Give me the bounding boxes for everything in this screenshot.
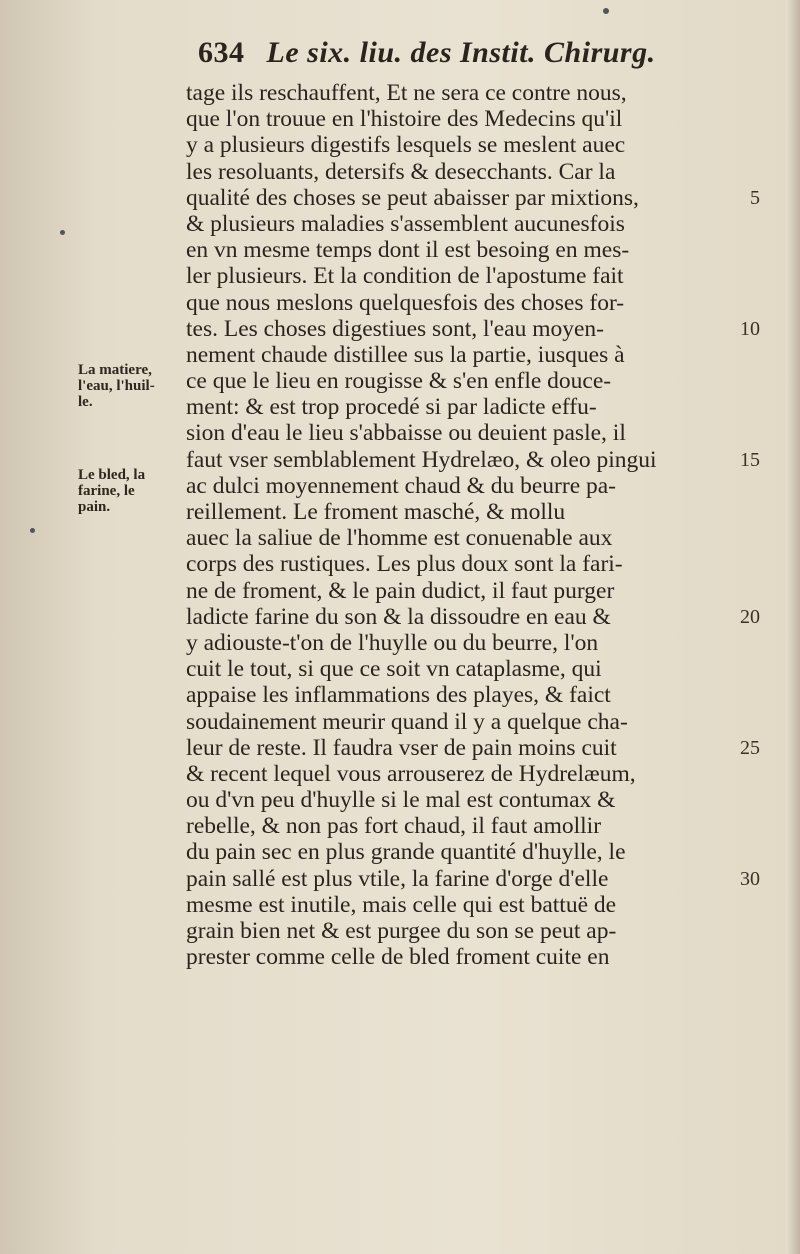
text-line: y adiouste-t'on de l'huylle ou du beurre, l'on [186, 629, 599, 656]
page-number: 634 [198, 36, 245, 69]
line-number: 30 [740, 868, 760, 890]
text-line: ou d'vn peu d'huylle si le mal est contumax & [186, 787, 616, 814]
text-line: grain bien net & est purgee du son se peut ap- [186, 918, 617, 944]
line-number: 15 [740, 448, 760, 471]
text-line: mesme est inutile, mais celle qui est battuë de [186, 891, 617, 918]
text-line: ment: & est trop procedé si par ladicte effu- [186, 394, 597, 421]
text-line: soudainement meurir quand il y a quelque cha- [186, 708, 628, 735]
margin-note-line: pain. [78, 499, 111, 515]
margin-note [78, 362, 183, 410]
text-line: appaise les inflammations des playes, & faict [186, 682, 611, 709]
text-line: ne de froment, & le pain dudict, il faut purger [186, 577, 615, 604]
line-number: 10 [740, 317, 760, 340]
running-header [198, 36, 678, 70]
text-line: pain sallé est plus vtile, la farine d'orge d'elle [186, 865, 609, 892]
body-text [186, 80, 731, 970]
text-line: auec la saliue de l'homme est conuenable aux [186, 525, 613, 552]
text-line: ac dulci moyennement chaud & du beurre pa- [186, 472, 617, 499]
text-line: tage ils reschauffent, Et ne sera ce contre nous, [186, 80, 627, 106]
page-edge [786, 0, 800, 1254]
text-line: cuit le tout, si que ce soit vn cataplasme, qui [186, 656, 602, 683]
margin-note-line: le. [78, 394, 93, 411]
margin-note-line: l'eau, l'huil- [78, 378, 155, 395]
text-line: & recent lequel vous arrouserez de Hydrelæum, [186, 760, 636, 787]
line-number: 5 [750, 186, 760, 209]
margin-note-line: La matiere, [78, 362, 152, 379]
text-line: leur de reste. Il faudra vser de pain moins cuit [186, 734, 617, 761]
text-line: corps des rustiques. Les plus doux sont la fari- [186, 551, 623, 578]
margin-note-line: Le bled, la [78, 467, 146, 483]
margin-note [78, 467, 183, 515]
text-line: faut vser semblablement Hydrelæo, & oleo pingui [186, 446, 657, 473]
text-line: qualité des choses se peut abaisser par mixtions, [186, 184, 639, 211]
line-number: 25 [740, 737, 760, 759]
text-line: ladicte farine du son & la dissoudre en eau & [186, 603, 611, 630]
text-line: rebelle, & non pas fort chaud, il faut amollir [186, 813, 602, 840]
running-title: Le six. liu. des Instit. Chirurg. [266, 36, 656, 69]
text-line: nement chaude distillee sus la partie, iusques à [186, 341, 625, 368]
text-line: sion d'eau le lieu s'abbaisse ou deuient pasle, il [186, 420, 626, 447]
text-line: les resoluants, detersifs & desecchants. Car la [186, 158, 616, 185]
line-number: 20 [740, 606, 760, 628]
text-line: reillement. Le froment masché, & mollu [186, 499, 566, 525]
text-line: en vn mesme temps dont il est besoing en mes- [186, 237, 630, 264]
text-line: & plusieurs maladies s'assemblent aucunesfois [186, 210, 625, 237]
ink-speck [60, 230, 65, 235]
text-line: ler plusieurs. Et la condition de l'apostume fait [186, 263, 624, 290]
text-line: du pain sec en plus grande quantité d'huylle, le [186, 839, 626, 866]
text-line: tes. Les choses digestiues sont, l'eau moyen- [186, 315, 605, 342]
text-line: prester comme celle de bled froment cuite en [186, 944, 610, 971]
text-line: que l'on trouue en l'histoire des Medecins qu'il [186, 106, 623, 133]
margin-note-line: farine, le [78, 483, 135, 499]
text-line: que nous meslons quelquesfois des choses for- [186, 289, 625, 316]
text-line: y a plusieurs digestifs lesquels se meslent auec [186, 132, 626, 159]
text-line: ce que le lieu en rougisse & s'en enfle douce- [186, 368, 612, 395]
ink-speck [30, 528, 35, 533]
ink-speck [603, 8, 609, 14]
